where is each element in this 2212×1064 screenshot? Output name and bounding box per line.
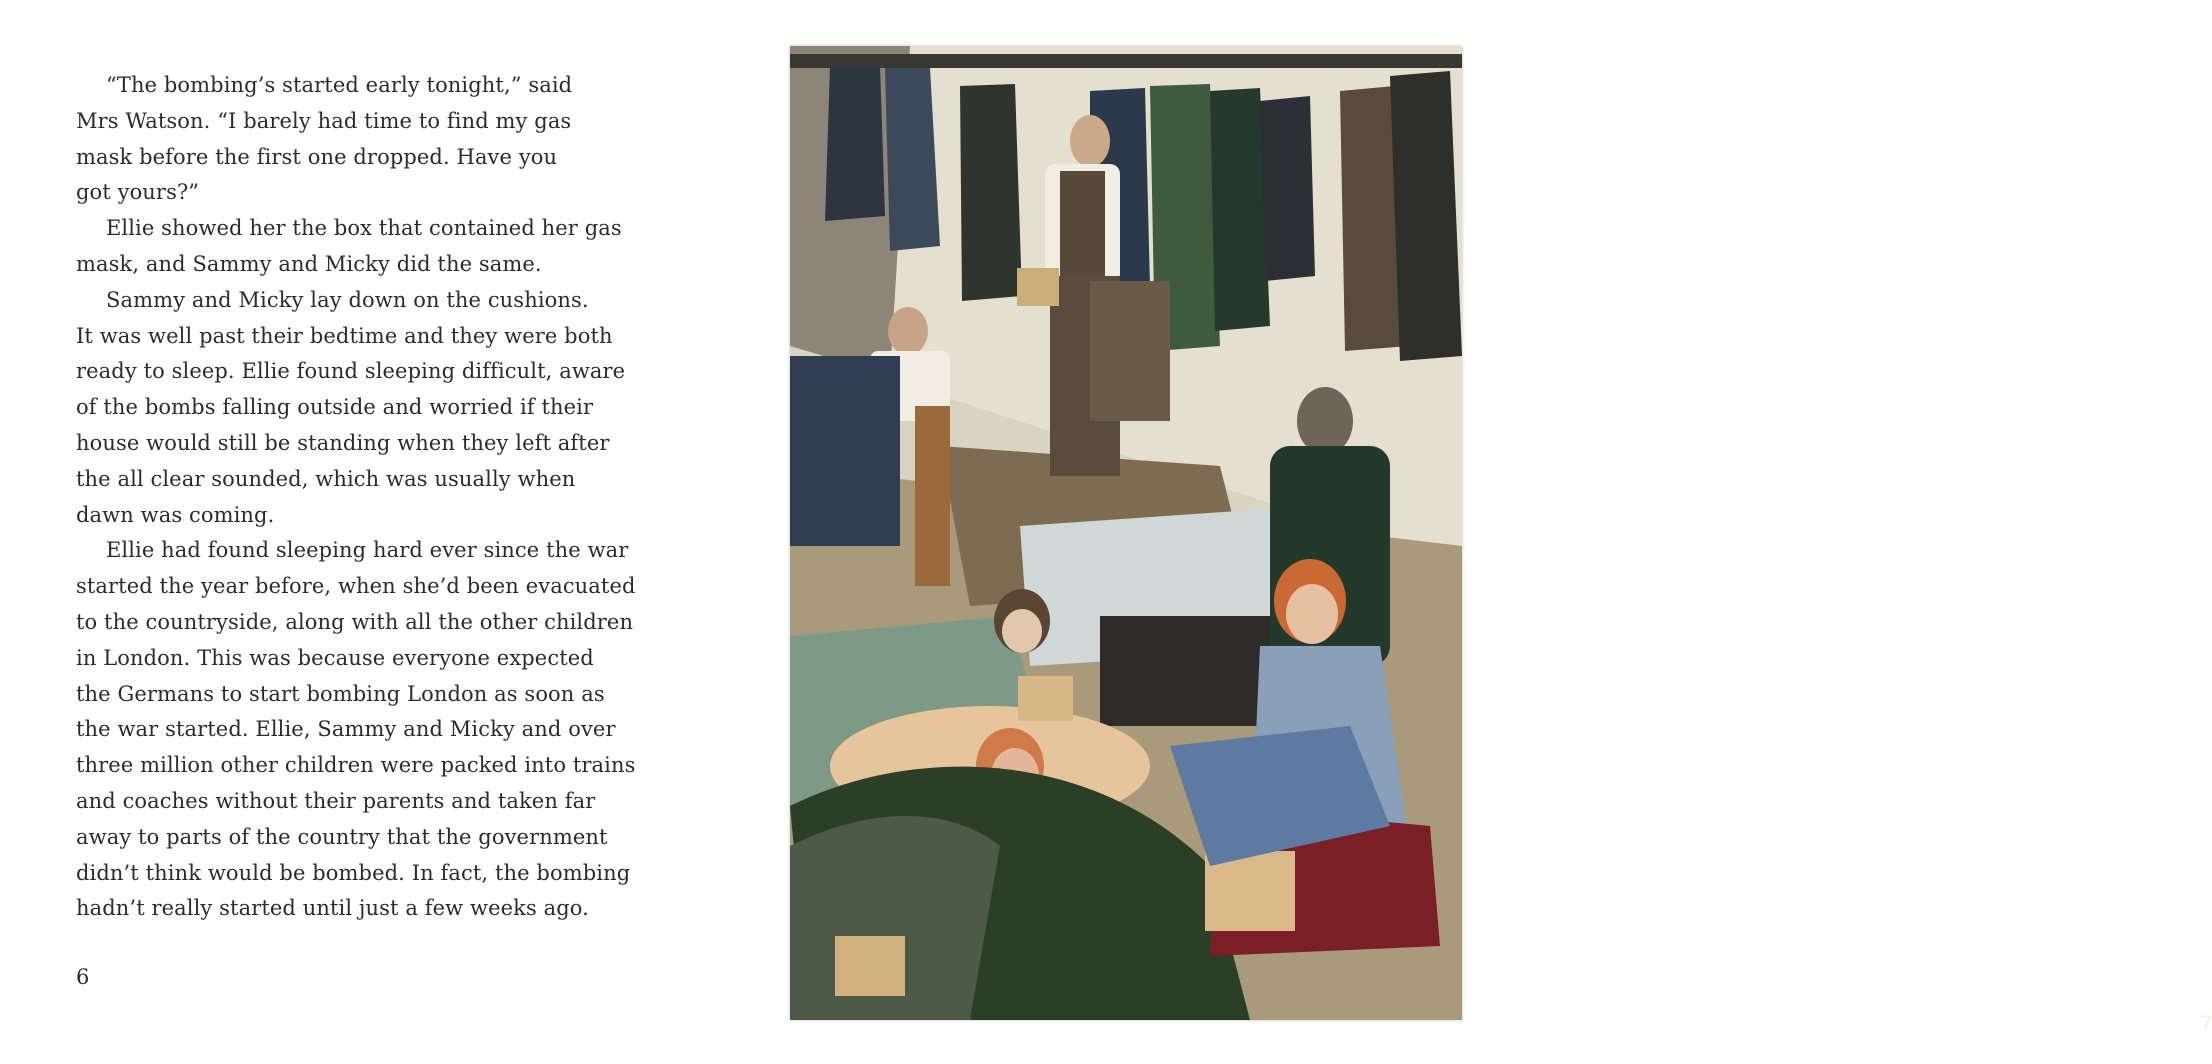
- text-line: started the year before, when she’d been evacuated: [76, 574, 636, 599]
- text-line: three million other children were packed into trains: [76, 753, 636, 778]
- text-line: house would still be standing when they left after: [76, 430, 610, 455]
- text-line: mask before the first one dropped. Have you: [76, 144, 558, 169]
- text-line: away to parts of the country that the government: [76, 824, 608, 849]
- text-line: the Germans to start bombing London as soon as: [76, 681, 605, 706]
- text-line: It was well past their bedtime and they were both: [76, 323, 613, 348]
- text-line: Ellie had found sleeping hard ever since the war: [106, 538, 629, 563]
- text-line: ready to sleep. Ellie found sleeping difficult, aware: [76, 359, 626, 384]
- shelter-illustration: [790, 46, 2212, 1036]
- paragraph: [76, 211, 656, 283]
- paragraph: [76, 283, 656, 534]
- text-line: in London. This was because everyone expected: [76, 645, 594, 670]
- text-line: of the bombs falling outside and worried if their: [76, 395, 594, 420]
- text-line: “The bombing’s started early tonight,” said: [106, 73, 573, 97]
- illustration-art: [790, 46, 1462, 1020]
- gas-mask-box-floor: [835, 936, 905, 996]
- text-line: didn’t think would be bombed. In fact, the bombing: [76, 860, 631, 885]
- story-text: [76, 68, 656, 927]
- page-number-left: 6: [76, 965, 90, 989]
- text-line: Ellie showed her the box that contained her gas: [106, 216, 622, 241]
- text-line: and coaches without their parents and taken far: [76, 788, 596, 813]
- paragraph: [76, 68, 656, 211]
- text-line: mask, and Sammy and Micky did the same.: [76, 251, 542, 276]
- text-line: Mrs Watson. “I barely had time to find my gas: [76, 108, 572, 133]
- paragraph: [76, 533, 656, 927]
- text-line: dawn was coming.: [76, 502, 275, 527]
- text-line: to the countryside, along with all the other children: [76, 609, 634, 634]
- left-page: [0, 0, 750, 1064]
- text-line: the war started. Ellie, Sammy and Micky and over: [76, 717, 616, 742]
- text-line: the all clear sounded, which was usually when: [76, 466, 576, 491]
- page-number-right: 7: [2199, 1012, 2212, 1036]
- text-line: Sammy and Micky lay down on the cushions.: [106, 287, 589, 312]
- coat-rail: [790, 54, 1462, 68]
- gas-mask-box-small: [1018, 676, 1073, 721]
- text-line: got yours?”: [76, 180, 200, 205]
- text-line: hadn’t really started until just a few weeks ago.: [76, 896, 589, 921]
